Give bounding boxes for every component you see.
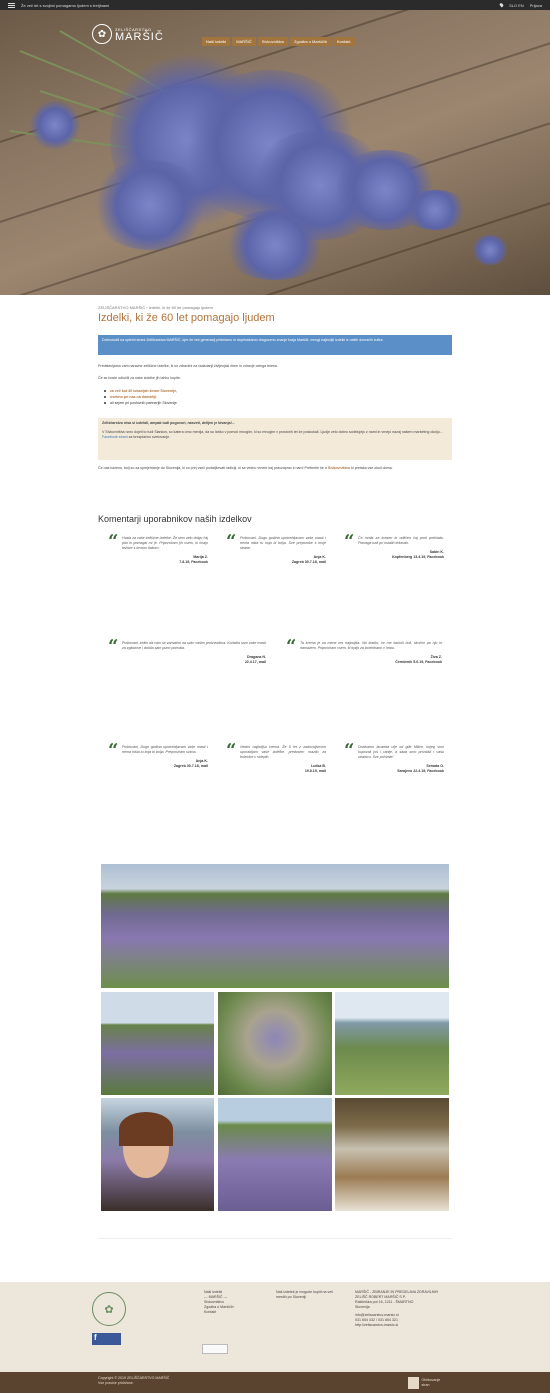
intro-box: Dobrodošli na spletni strani Zeliščarstva MARŠIČ, kjer že več generacij pridelamo in doprinašamo dragoceno znanje kraja Maršiči, mnogi najboljši izdelki iz naših domačih kultur. [98, 335, 452, 355]
footer-link[interactable]: Zgodba o Maršičih [204, 1305, 234, 1309]
advice-box [98, 418, 452, 460]
contact-email[interactable]: info@zeliscarstvo-marsic.si [355, 1313, 399, 1317]
contact-line: MARŠIČ - ZBIRANJE IN PREDELAVA ZDRAVILNIH [355, 1290, 439, 1294]
rights: Vse pravice pridržane. [98, 1381, 134, 1385]
testimonial [108, 740, 208, 769]
content-divider [98, 1238, 452, 1239]
testimonial [226, 740, 326, 774]
quote-icon: “ [286, 636, 297, 657]
nav-contact[interactable]: Kontakt [333, 37, 355, 46]
top-bar [0, 0, 550, 10]
gallery-photo-landscape[interactable] [335, 992, 449, 1095]
site-logo[interactable] [92, 24, 164, 44]
footer-locations[interactable]: Naš izdelek je mogoče kupiti na več mestih po Sloveniji [276, 1290, 334, 1299]
advice-heading: Zeliščarstvo nisa si izdelali, ampak tudi pogovori, nasveti, delijen je bivanja!... [102, 421, 235, 425]
testimonial-meta: Sarajevo 22.4.19, Facebook [397, 769, 444, 773]
footer-link[interactable]: Naši izdelki [204, 1290, 223, 1294]
language-switch[interactable]: SLO EN [509, 2, 524, 8]
logo-seal-icon: ✿ [92, 24, 112, 44]
facebook-icon[interactable]: f [92, 1333, 121, 1345]
gallery-photo-rows[interactable] [101, 992, 214, 1095]
testimonial-author: Sabin K. [429, 550, 444, 554]
agency-credit[interactable] [408, 1376, 448, 1389]
contact-phone[interactable]: 031 654 432 / 031 654 321 [355, 1318, 398, 1322]
page-title: Izdelki, ki že 60 let pomagajo ljudem [98, 312, 275, 324]
nav-marsic[interactable]: MARŠIČ [232, 37, 256, 46]
testimonial-text: Poštovani, Dugo godina upotrebljavam vaše masti i nema ništa tu koja bi bolja. Preporučam svima. [122, 745, 208, 754]
gallery-photo-market[interactable] [335, 1098, 449, 1211]
brand-line2: MARŠIČ [115, 30, 164, 43]
buy-list [104, 388, 177, 406]
testimonial-text: Poštovani, želim da vam se zahvalim na svim vašim proizvodima. Koristila sam vaše masti za zglobove i dobila sam puno pohvala. [122, 641, 266, 650]
nav-products[interactable]: Naši izdelki [202, 37, 230, 46]
contact-line: Slovenija [355, 1305, 370, 1309]
gallery-photo-field[interactable] [101, 864, 449, 988]
topbar-text: Že več let s svojimi pomagamo ljudem s tretjinami [21, 2, 110, 8]
testimonial-meta: 7.8.19, Facebook [179, 560, 208, 564]
agency-logo-icon [408, 1377, 419, 1389]
copyright: Copyright © 2019 ZELIŠČARSTVO MARŠIČ [98, 1376, 170, 1380]
paragraph-3-tail: ki pretaka vse okoli doma. [351, 466, 393, 470]
gallery-photo-harvest[interactable] [218, 1098, 332, 1211]
footer-link[interactable]: Kontakt [204, 1310, 217, 1314]
testimonial [344, 531, 444, 560]
contact-web[interactable]: http://zeliscarstvo-marsic.si [355, 1323, 399, 1327]
list-item: ali sejem pri poslovnih partnerjih Slovenije [104, 400, 177, 406]
certificate-badge [202, 1344, 228, 1354]
logo-seal-icon[interactable]: ✿ [92, 1292, 126, 1326]
location-pin-icon [499, 3, 504, 8]
testimonial-meta: Kopfenberg 13.4.19, Facebook [392, 555, 444, 559]
facebook-link[interactable]: Facebook strani [102, 435, 128, 439]
quote-icon: “ [226, 531, 237, 552]
nav-story[interactable]: Zgodba o Maršičih [290, 37, 331, 46]
advice-text: V Sivkovništvu smo dojeli to tudi Slankov, so katera omo menija, da so lahko v pomoč mnogim, ki so mnogim v prostorih let že poskušali. Ljudje zelo dobro sodelujejo z nami in vrnejo nazaj našem marketing okolju... [102, 430, 443, 434]
brand-line1: ZELIŠČARSTVO [115, 26, 152, 32]
testimonial [344, 740, 444, 774]
contact-line: ZELIŠČ ROBERT MARŠIČ S.P. [355, 1295, 406, 1299]
agency-text: Oblikovanje stran [421, 1377, 441, 1387]
list-item[interactable]: osebno pri nas na domačiji [104, 394, 177, 400]
footer [0, 1282, 550, 1372]
testimonial [226, 531, 326, 565]
testimonial-author: Dragana N. [247, 655, 266, 659]
testimonial-text: Vedno najboljša krema. Že 5 let z zadovoljstvom uporabljam vaše izdelke, predvsem mazilo za bolečine v sklepih. [240, 745, 326, 759]
quote-icon: “ [344, 531, 355, 552]
testimonial-author: Marija Z. [193, 555, 208, 559]
contact-line: Rakitniška pot 16, 1211 - ŠMARTNO [355, 1300, 414, 1304]
testimonial-text: Poštovani, Dugo godina upotrebljavam vaše masti i nema ništa tu koja bi bolja. Sve preporuke s moje strane. [240, 536, 326, 550]
testimonial [108, 531, 208, 565]
quote-icon: “ [108, 531, 119, 552]
quote-icon: “ [226, 740, 237, 761]
bottom-bar [0, 1372, 550, 1393]
paragraph-3-text: Če nas iskreno, bolj so za sprejemanje do Slovenija, ki so prej vseč podaljševati radiciji, ki se vedno vrnete kaj pravzaprav k nam! Preberite še o [98, 466, 327, 470]
testimonial-meta: Čemšenik 5.6.19, Facebook [395, 660, 442, 664]
testimonial-text: Hvala za vaše zeliščne izdelke. Že sem zelo dolgo čaj pila in pomagal mi je. Priporočam jih vsem, ki imajo težave s krvnim tlakom. [122, 536, 208, 550]
testimonial-meta: 19.8.19, mail [304, 769, 326, 773]
advice-tail: za brezplačno svetovanje. [128, 435, 171, 439]
comments-title: Komentarji uporabnikov naših izdelkov [98, 514, 252, 524]
testimonial-meta: Zagreb 30.7.18, mail [173, 764, 208, 768]
testimonial-meta: Zagreb 30.7.18, mail [291, 560, 326, 564]
menu-icon[interactable] [8, 3, 15, 8]
testimonial-author: Senada O. [426, 764, 444, 768]
testimonial-author: Anja K. [195, 759, 208, 763]
quote-icon: “ [108, 636, 119, 657]
testimonial-meta: 22.4.17, mail [244, 660, 266, 664]
testimonial-text: Če hvala za krasen in odličen čaj proti prehladu. Pomaga tudi pri ostalih težavah. [358, 536, 444, 545]
gallery-photo-portrait[interactable] [101, 1098, 214, 1211]
testimonial-author: Lučka B. [311, 764, 326, 768]
quote-icon: “ [344, 740, 355, 761]
testimonial-text: Dobivamo lavanda ulje od gđe Milice, kojeg smo kupovali još i ranije, a sada smo pronašli i vašu stranicu. Sve pohvale! [358, 745, 444, 759]
nav-lavender[interactable]: Sivkovništvo [258, 37, 288, 46]
quote-icon: “ [108, 740, 119, 761]
testimonial [108, 636, 266, 665]
testimonial [286, 636, 442, 665]
testimonial-text: Ta krema je za mene res najboljša. Na kratko, če me karkoli boli, skočim po njo in namažem. Priporočam vsem, ki trpijo za bolečinami v hrbtu. [300, 641, 442, 650]
login-link[interactable]: Prijava [529, 2, 542, 8]
breadcrumb[interactable]: ZELIŠČARSTVO MARŠIČ › Izdelki, ki že 60 let pomagajo ljudem [98, 305, 213, 310]
gallery-photo-bundle[interactable] [218, 992, 332, 1095]
paragraph-1: Predstavljamo vam naravne zeliščne izdelke, ki so zdravilni za vsakdanji življenjski ritem in zdravje celega telesa. [98, 364, 278, 368]
main-nav [202, 37, 355, 46]
paragraph-2: Če se boste odločili za naše izdelke jih lahko kupite: [98, 376, 181, 380]
lavender-link[interactable]: Sivkovništvu [327, 466, 351, 470]
hero-image [0, 10, 550, 295]
list-item[interactable]: za več kot 40 lokacijah širom Slovenije, [104, 388, 177, 394]
paragraph-3 [98, 466, 452, 471]
footer-nav [204, 1290, 234, 1315]
footer-contact [355, 1290, 465, 1328]
testimonial-author: Anja K. [313, 555, 326, 559]
footer-link[interactable]: --- MARŠIČ --- [204, 1295, 228, 1299]
testimonial-author: Živa Z. [430, 655, 442, 659]
footer-link[interactable]: Sivkovništvo [204, 1300, 224, 1304]
